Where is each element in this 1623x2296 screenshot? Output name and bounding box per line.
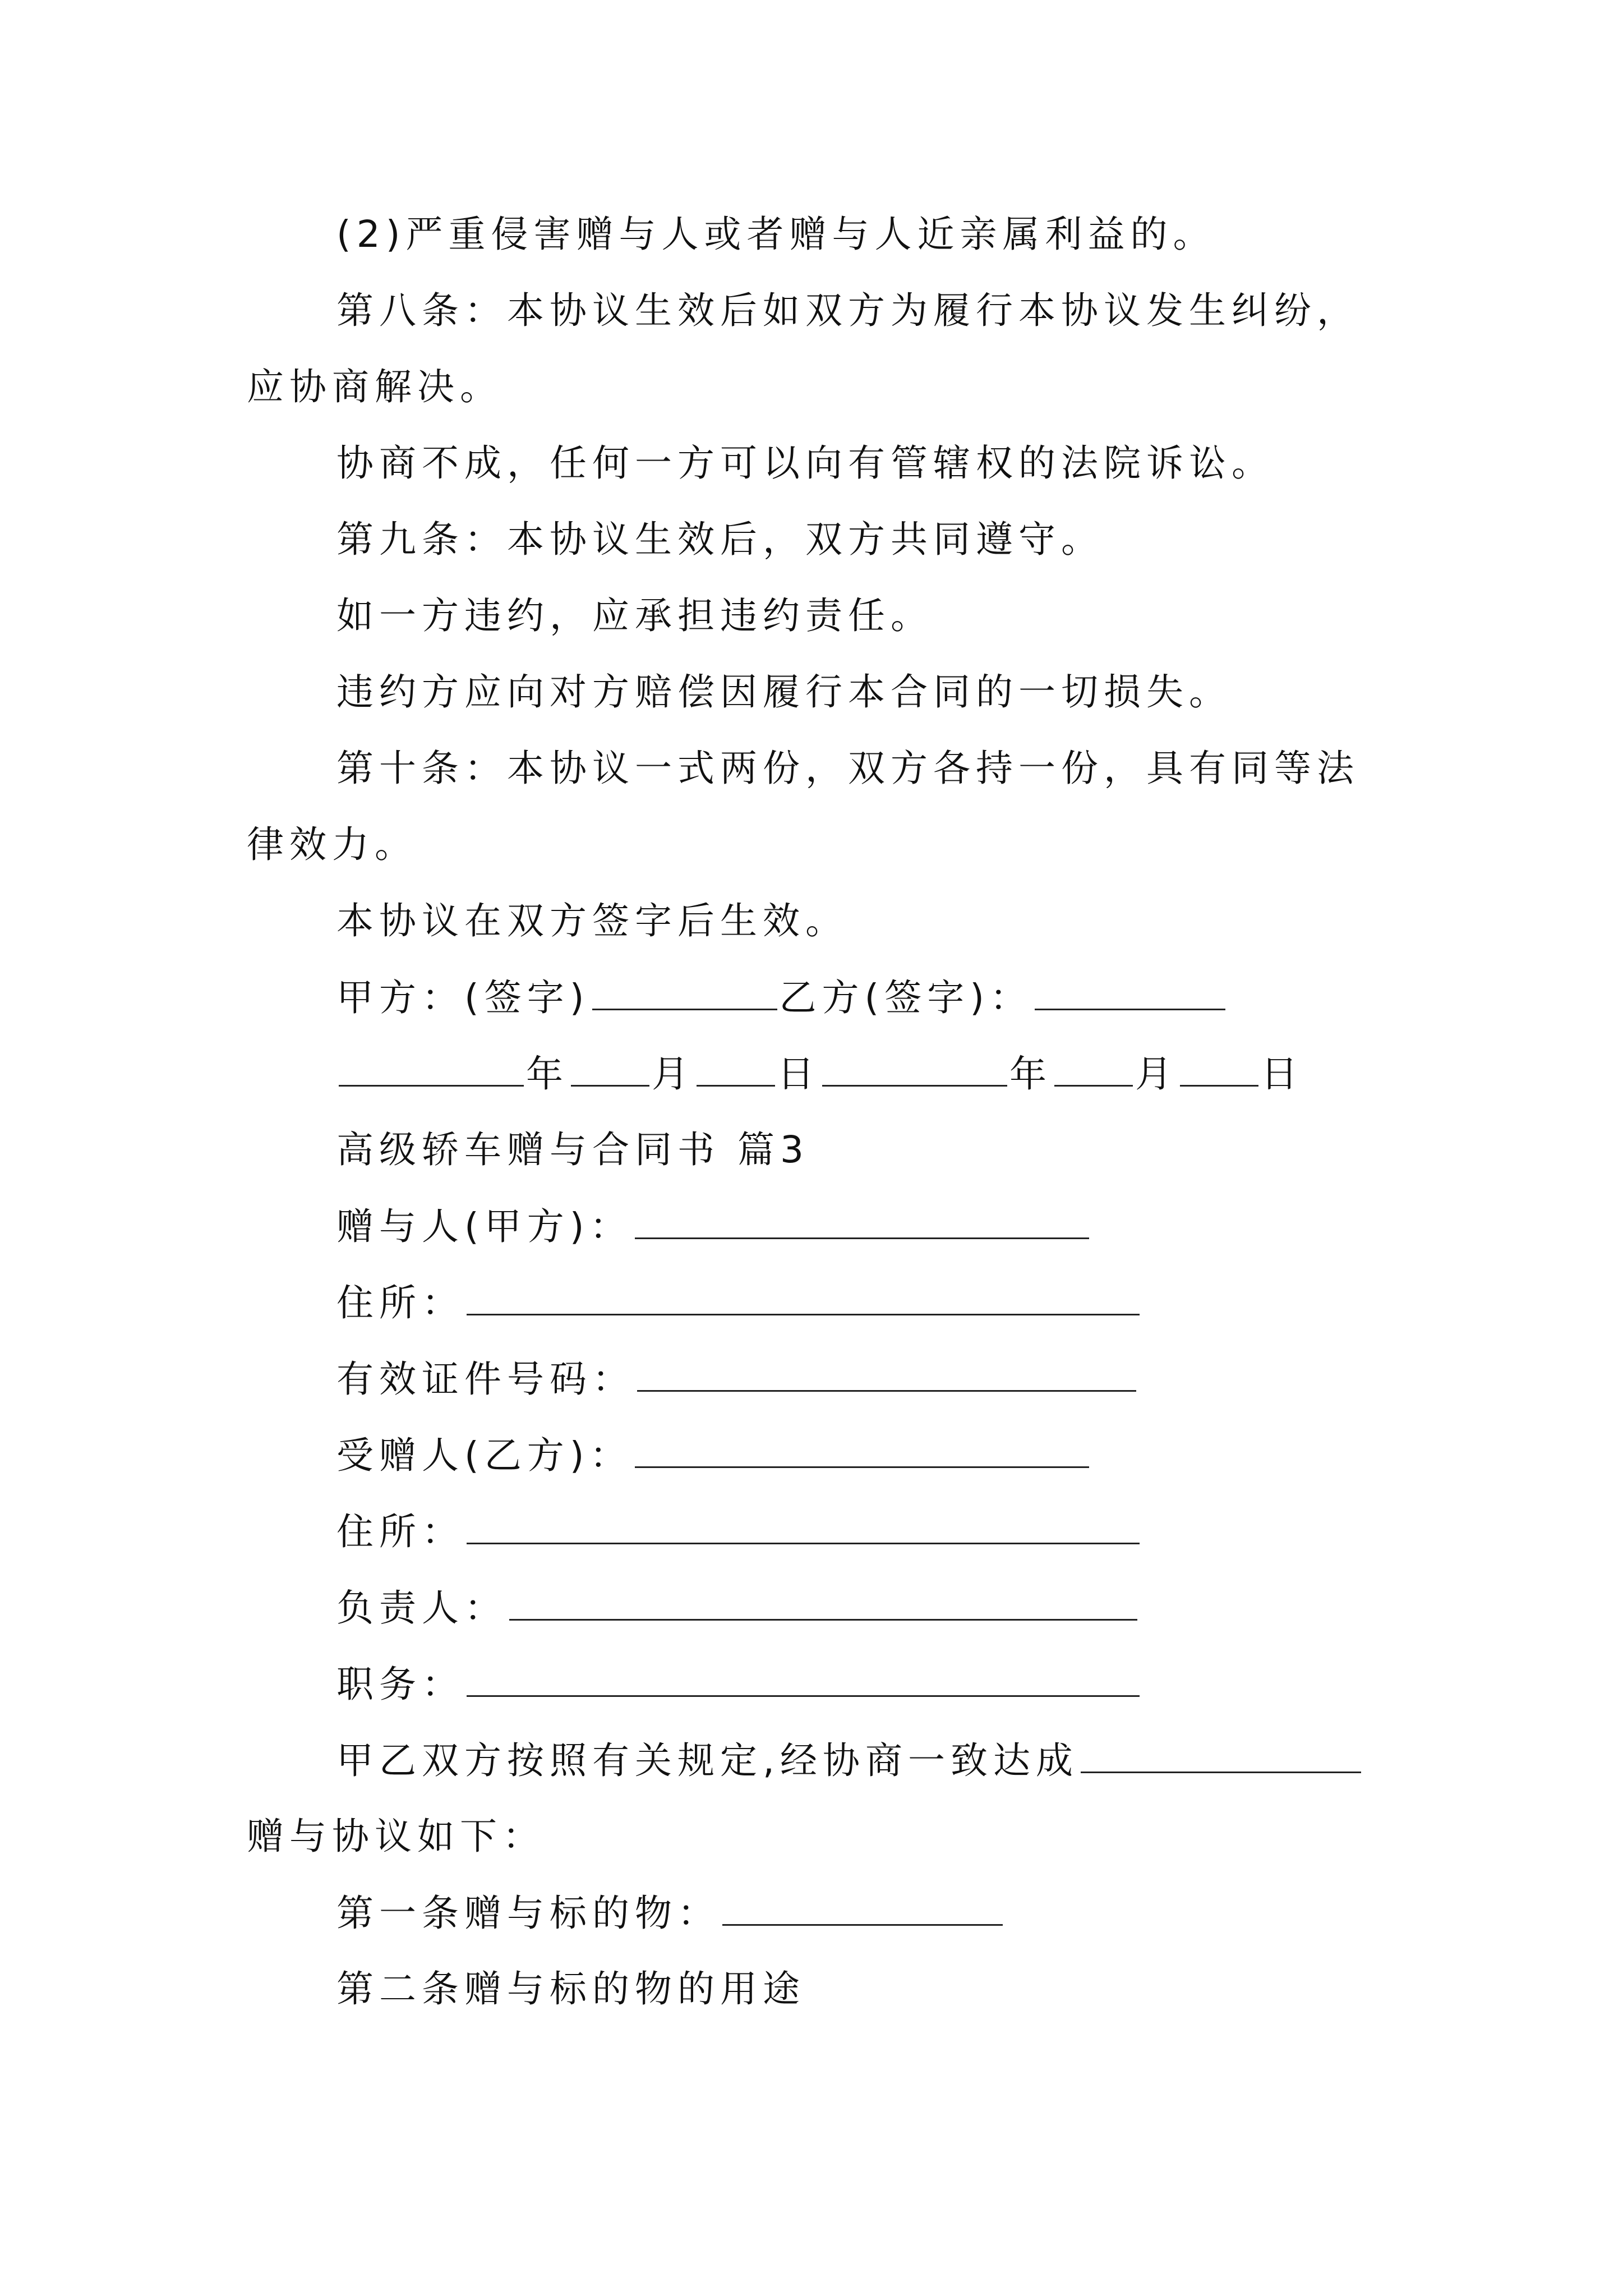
text-line: 违约方应向对方赔偿因履行本合同的一切损失。 [336,670,1232,714]
text-line: 赠与协议如下： [247,1815,545,1858]
text-line: 第十条：本协议一式两份，双方各持一份，具有同等法 [336,747,1359,790]
field-blank [467,1509,1140,1544]
text-line: 协商不成，任何一方可以向有管辖权的法院诉讼。 [336,441,1274,485]
party-b-sign-blank [1035,975,1225,1010]
field-blank [467,1280,1140,1315]
year-label: 年 [1009,1052,1052,1096]
agreement-blank [1081,1738,1361,1773]
year-label: 年 [526,1052,569,1096]
day-blank [697,1051,775,1087]
donor-address-field [336,1280,1142,1326]
month-blank [571,1051,649,1087]
text-line: 应协商解决。 [247,365,502,408]
field-label: 有效证件号码： [336,1358,635,1401]
agreement-intro [336,1738,1363,1783]
day-blank [1180,1051,1258,1087]
donor-field [336,1204,1091,1249]
party-a-sign-blank [592,975,777,1010]
text-line: 本协议在双方签字后生效。 [336,899,848,942]
month-blank [1054,1051,1133,1087]
party-a-sign-label: 甲方：(签字) [336,976,590,1019]
clause-1 [336,1890,1005,1936]
year-blank [339,1051,524,1087]
month-label: 月 [652,1052,694,1096]
text-line: 第九条：本协议生效后，双方共同遵守。 [336,518,1104,561]
text-line: (2)严重侵害赠与人或者赠与人近亲属利益的。 [336,213,1216,256]
day-label: 日 [1261,1052,1303,1096]
clause-1-label: 第一条赠与标的物： [336,1892,720,1935]
text-line: 如一方违约，应承担违约责任。 [336,594,933,637]
month-label: 月 [1135,1052,1178,1096]
section-title: 高级轿车赠与合同书 篇3 [336,1128,809,1171]
position-field [336,1662,1142,1707]
agreement-intro-text: 甲乙双方按照有关规定,经协商一致达成 [336,1739,1078,1782]
responsible-person-field [336,1585,1140,1631]
field-label: 住所： [336,1510,464,1553]
clause-2: 第二条赠与标的物的用途 [336,1967,805,2010]
donee-address-field [336,1509,1142,1554]
donee-field [336,1433,1091,1478]
id-number-field [336,1356,1138,1402]
field-blank [635,1433,1089,1468]
signature-row [336,975,1228,1020]
party-b-sign-label: 乙方(签字)： [779,976,1032,1019]
field-label: 负责人： [336,1586,507,1630]
field-blank [509,1585,1137,1621]
field-label: 职务： [336,1663,464,1706]
field-blank [467,1662,1140,1697]
field-label: 住所： [336,1281,464,1324]
field-label: 赠与人(甲方)： [336,1205,633,1248]
clause-1-blank [722,1890,1003,1926]
text-line: 第八条：本协议生效后如双方为履行本协议发生纠纷， [336,289,1359,332]
day-label: 日 [777,1052,820,1096]
year-blank [822,1051,1007,1087]
field-label: 受赠人(乙方)： [336,1434,633,1477]
field-blank [637,1356,1136,1392]
date-row [336,1051,1303,1097]
field-blank [635,1204,1089,1239]
text-line: 律效力。 [247,823,417,866]
